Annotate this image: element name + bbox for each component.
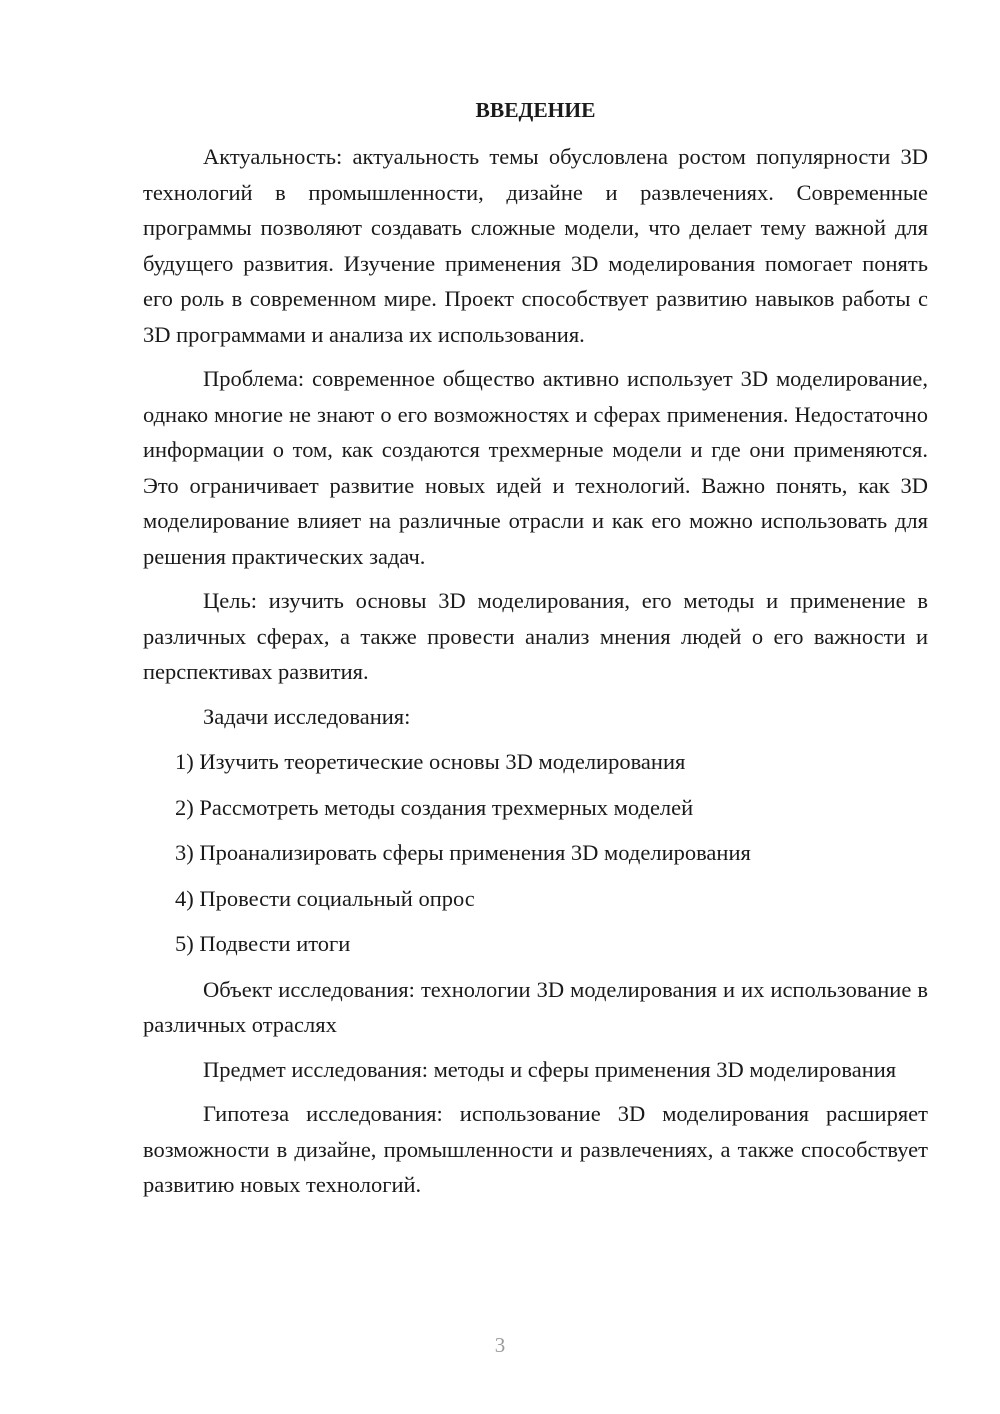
object-paragraph: Объект исследования: технологии 3D моделирования и их использование в различных отраслях [143, 976, 928, 1037]
tasks-list [143, 744, 928, 962]
document-page [143, 95, 928, 1212]
list-item: 3) Проанализировать сферы применения 3D моделирования [175, 840, 751, 865]
relevance-paragraph: Актуальность: актуальность темы обусловлена ростом популярности 3D технологий в промышленности, дизайне и развлечениях. Современные программы позволяют создавать сложные модели, что делает тему важной для будущего развития. Изучение применения 3D моделирования помогает понять его роль в современном мире. Проект способствует развитию навыков работы с 3D программами и анализа их использования. [143, 144, 928, 347]
problem-paragraph: Проблема: современное общество активно использует 3D моделирование, однако многие не знают о его возможностях и сферах применения. Недостаточно информации о том, как создаются трехмерные модели и где они применяются. Это ограничивает развитие новых идей и технологий. Важно понять, как 3D моделирование влияет на различные отрасли и как его можно использовать для решения практических задач. [143, 366, 928, 569]
page-number: 3 [494, 1333, 506, 1357]
list-item: 5) Подвести итоги [175, 931, 351, 956]
list-item: 1) Изучить теоретические основы 3D моделирования [175, 749, 686, 774]
hypothesis-paragraph: Гипотеза исследования: использование 3D моделирования расширяет возможности в дизайне, промышленности и развлечениях, а также способствует развитию новых технологий. [143, 1101, 928, 1197]
goal-paragraph: Цель: изучить основы 3D моделирования, его методы и применение в различных сферах, а также провести анализ мнения людей о его важности и перспективах развития. [143, 588, 928, 684]
list-item: 2) Рассмотреть методы создания трехмерных моделей [175, 794, 694, 820]
list-item: 4) Провести социальный опрос [175, 885, 475, 911]
document-heading: ВВЕДЕНИЕ [475, 98, 596, 122]
tasks-label: Задачи исследования: [203, 703, 411, 729]
subject-paragraph: Предмет исследования: методы и сферы применения 3D моделирования [203, 1056, 897, 1082]
